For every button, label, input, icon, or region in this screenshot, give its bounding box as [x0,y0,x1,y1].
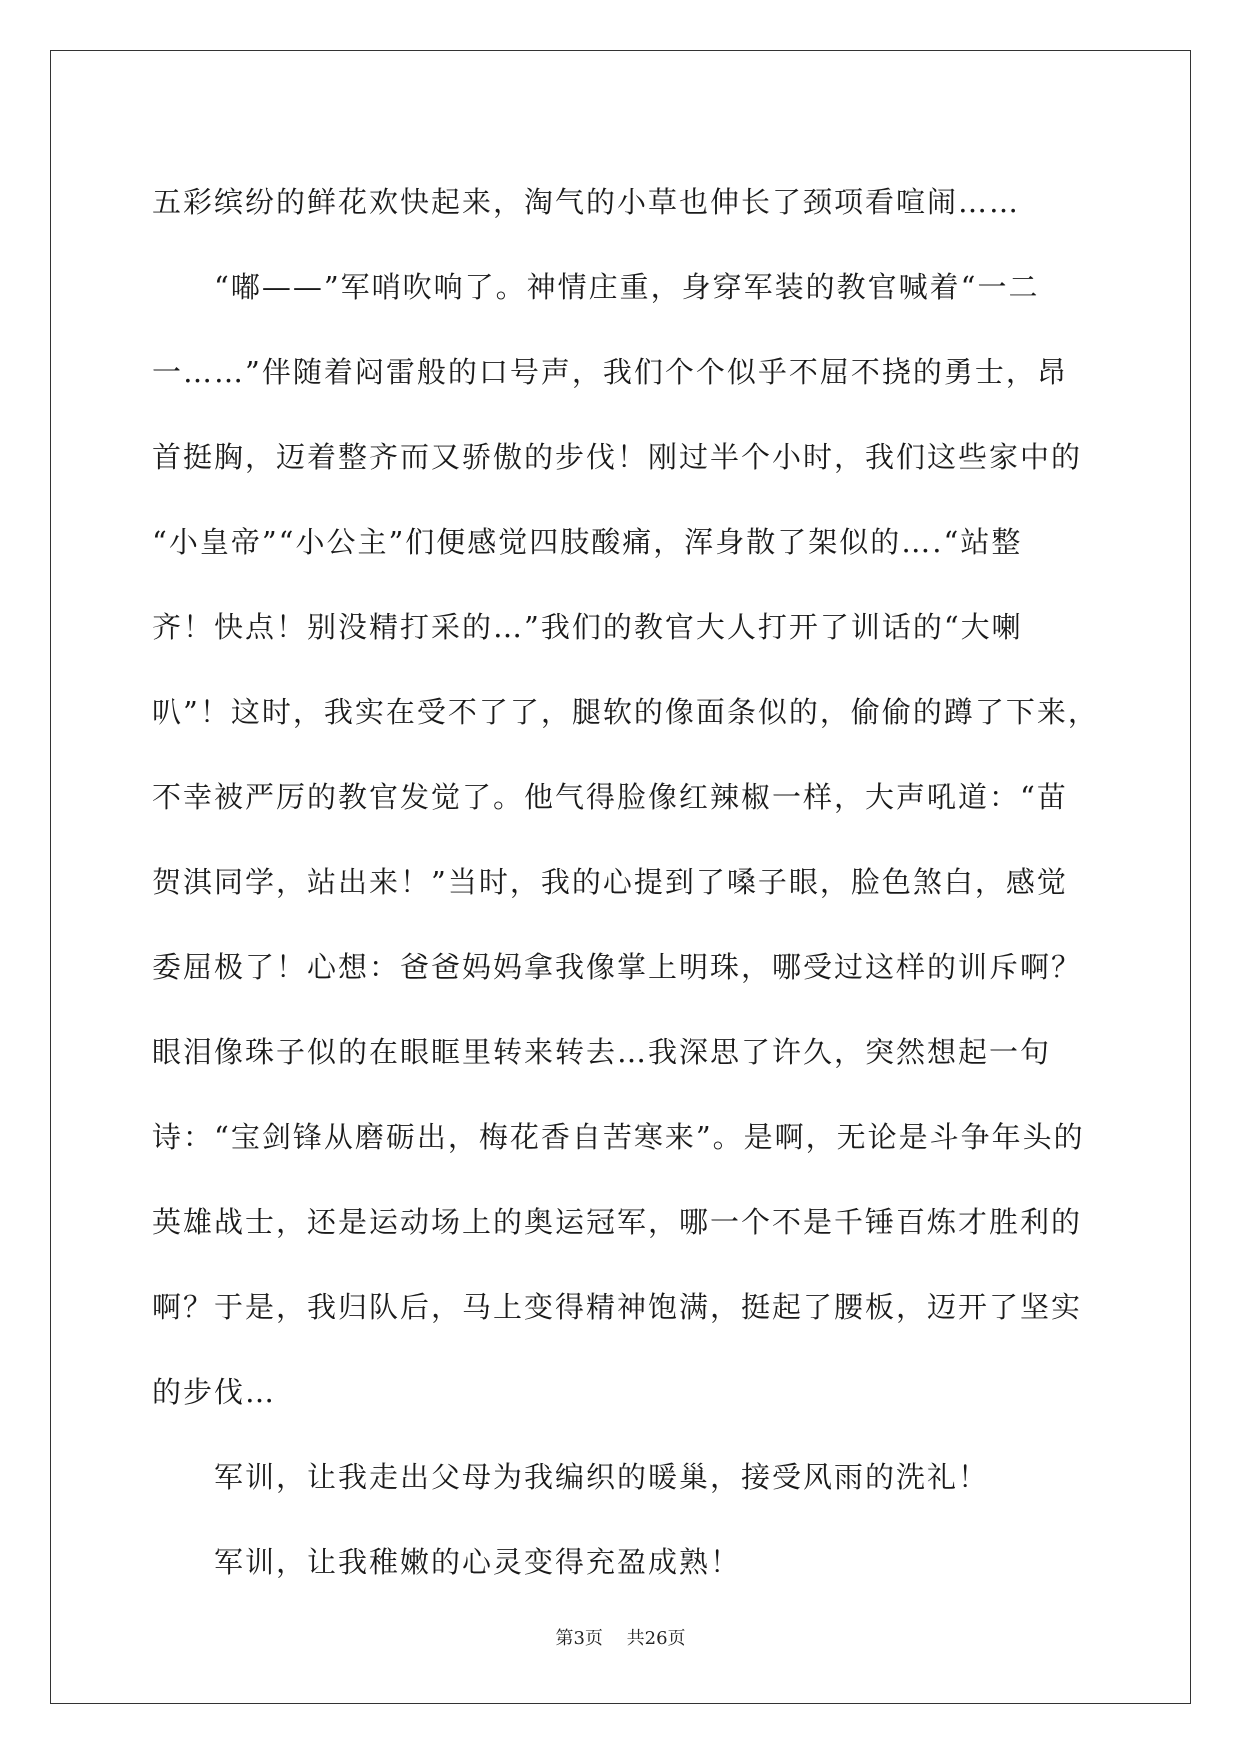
text-line-1: 五彩缤纷的鲜花欢快起来，淘气的小草也伸长了颈项看喧闹…… [152,185,1021,219]
page-number: 第3页 [555,1628,603,1649]
text-line-16: 军训，让我走出父母为我编织的暖巢，接受风雨的洗礼！ [214,1460,990,1494]
document-body [152,160,1099,1605]
text-line-13: 英雄战士，还是运动场上的奥运冠军，哪一个不是千锤百炼才胜利的 [152,1205,1083,1239]
text-line-3: 一……”伴随着闷雷般的口号声，我们个个似乎不屈不挠的勇士，昂 [152,355,1068,389]
text-line-9: 贺淇同学，站出来！”当时，我的心提到了嗓子眼，脸色煞白，感觉 [152,865,1068,899]
text-line-4: 首挺胸，迈着整齐而又骄傲的步伐！刚过半个小时，我们这些家中的 [152,440,1083,474]
text-line-15: 的步伐… [152,1375,277,1409]
text-line-14: 啊？于是，我归队后，马上变得精神饱满，挺起了腰板，迈开了坚实 [152,1290,1083,1324]
text-line-12: 诗：“宝剑锋从磨砺出，梅花香自苦寒来”。是啊，无论是斗争年头的 [152,1120,1085,1154]
text-line-7: 叭”！这时，我实在受不了了，腿软的像面条似的，偷偷的蹲了下来， [152,695,1099,729]
text-line-2: “嘟——”军哨吹响了。神情庄重，身穿军装的教官喊着“一二 [214,270,1040,304]
text-line-5: “小皇帝”“小公主”们便感觉四肢酸痛，浑身散了架似的….“站整 [152,525,1023,559]
text-line-11: 眼泪像珠子似的在眼眶里转来转去…我深思了许久，突然想起一句 [152,1035,1052,1069]
text-line-17: 军训，让我稚嫩的心灵变得充盈成熟！ [214,1545,742,1579]
text-line-10: 委屈极了！心想：爸爸妈妈拿我像掌上明珠，哪受过这样的训斥啊？ [152,950,1083,984]
page-total: 共26页 [626,1628,686,1649]
text-line-8: 不幸被严厉的教官发觉了。他气得脸像红辣椒一样，大声吼道：“苗 [152,780,1068,814]
text-line-6: 齐！快点！别没精打采的…”我们的教官大人打开了训话的“大喇 [152,610,1023,644]
page-footer [0,1624,1241,1650]
